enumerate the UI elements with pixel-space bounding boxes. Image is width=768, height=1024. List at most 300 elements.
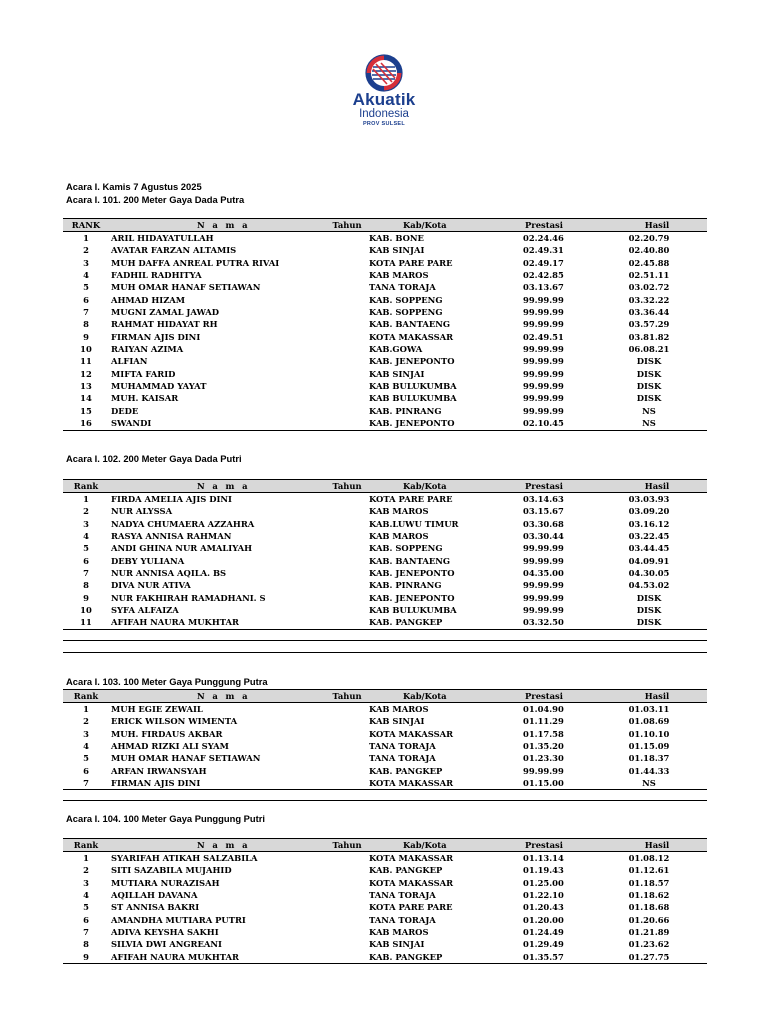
akuatik-emblem-icon <box>329 54 439 92</box>
cell-rank: 8 <box>83 319 89 330</box>
cell-nama: RAIYAN AZIMA <box>111 344 184 355</box>
table-row <box>63 380 707 392</box>
cell-hasil: DISK <box>636 605 662 616</box>
cell-prestasi: 02.49.51 <box>523 331 564 342</box>
cell-prestasi: 99.99.99 <box>523 344 564 355</box>
cell-rank: 7 <box>83 568 89 579</box>
cell-nama: ARFAN IRWANSYAH <box>111 765 207 776</box>
cell-nama: ERICK WILSON WIMENTA <box>111 716 238 727</box>
table-row <box>63 616 707 628</box>
cell-prestasi: 99.99.99 <box>523 307 564 318</box>
column-header-prestasi: Prestasi <box>525 220 563 230</box>
cell-hasil: 01.03.11 <box>628 704 670 714</box>
table-row <box>63 355 707 367</box>
cell-prestasi: 01.22.10 <box>523 890 564 901</box>
cell-nama: AHMAD RIZKI ALI SYAM <box>111 741 229 752</box>
column-header-prestasi: Prestasi <box>525 691 563 701</box>
table-row <box>63 579 707 591</box>
table-row <box>63 864 707 876</box>
table-header <box>63 689 707 703</box>
cell-prestasi: 01.20.00 <box>523 914 564 925</box>
cell-hasil: DISK <box>636 381 662 392</box>
cell-kab-kota: KAB. SOPPENG <box>369 307 443 318</box>
cell-hasil: 04.30.05 <box>628 568 670 579</box>
cell-kab-kota: KAB. PANGKEP <box>369 617 443 628</box>
cell-nama: MUH DAFFA ANREAL PUTRA RIVAI <box>111 257 280 268</box>
cell-kab-kota: KAB MAROS <box>369 927 429 938</box>
cell-prestasi: 99.99.99 <box>523 319 564 330</box>
logo-subtitle: Indonesia <box>359 108 409 120</box>
table-row <box>63 331 707 343</box>
cell-prestasi: 99.99.99 <box>523 543 564 554</box>
cell-prestasi: 99.99.99 <box>523 294 564 305</box>
cell-prestasi: 02.42.85 <box>523 270 564 281</box>
table-row <box>63 405 707 417</box>
table-row <box>63 505 707 517</box>
cell-prestasi: 99.99.99 <box>523 381 564 392</box>
column-header-kab-kota: Kab/Kota <box>403 691 447 701</box>
divider <box>63 640 707 641</box>
cell-hasil: 03.32.22 <box>628 294 670 305</box>
cell-nama: FADHIL RADHITYA <box>111 270 202 281</box>
cell-hasil: DISK <box>636 617 662 628</box>
cell-kab-kota: KAB. JENEPONTO <box>369 418 455 429</box>
cell-hasil: 02.45.88 <box>628 257 670 268</box>
cell-nama: SILVIA DWI ANGREANI <box>111 939 222 950</box>
cell-nama: ADIVA KEYSHA SAKHI <box>111 927 219 938</box>
table-row <box>63 392 707 404</box>
results-table <box>63 479 707 630</box>
cell-kab-kota: KAB. BONE <box>369 233 424 243</box>
cell-kab-kota: KOTA PARE PARE <box>369 257 453 268</box>
cell-rank: 2 <box>83 245 89 256</box>
cell-rank: 4 <box>83 741 89 752</box>
cell-rank: 1 <box>83 233 89 243</box>
cell-rank: 16 <box>80 418 92 429</box>
table-row <box>63 926 707 938</box>
cell-hasil: DISK <box>636 356 662 367</box>
table-row <box>63 914 707 926</box>
cell-kab-kota: KAB. SOPPENG <box>369 543 443 554</box>
cell-nama: MIFTA FARID <box>111 368 176 379</box>
results-table <box>63 218 707 431</box>
cell-kab-kota: KOTA PARE PARE <box>369 902 453 913</box>
cell-kab-kota: TANA TORAJA <box>369 890 436 901</box>
cell-kab-kota: KAB BULUKUMBA <box>369 381 457 392</box>
table-row <box>63 938 707 950</box>
column-header-kab-kota: Kab/Kota <box>403 481 447 491</box>
cell-prestasi: 02.24.46 <box>523 233 564 243</box>
cell-prestasi: 01.15.00 <box>523 778 564 789</box>
cell-prestasi: 03.30.68 <box>523 518 564 529</box>
cell-hasil: 01.18.57 <box>628 877 670 888</box>
cell-nama: DEDE <box>111 405 139 416</box>
table-row <box>63 592 707 604</box>
cell-rank: 4 <box>83 890 89 901</box>
cell-nama: AFIFAH NAURA MUKHTAR <box>111 617 239 628</box>
cell-rank: 5 <box>83 753 89 764</box>
cell-prestasi: 99.99.99 <box>523 605 564 616</box>
cell-hasil: 03.03.93 <box>628 494 670 504</box>
table-row <box>63 417 707 429</box>
cell-prestasi: 99.99.99 <box>523 555 564 566</box>
table-row <box>63 777 707 789</box>
cell-kab-kota: KOTA MAKASSAR <box>369 728 454 739</box>
column-header-rank: Rank <box>73 691 99 701</box>
logo-province: PROV SULSEL <box>362 121 406 127</box>
cell-hasil: 01.18.68 <box>628 902 670 913</box>
cell-kab-kota: TANA TORAJA <box>369 914 436 925</box>
cell-rank: 6 <box>83 914 89 925</box>
cell-prestasi: 02.10.45 <box>523 418 564 429</box>
cell-kab-kota: KAB MAROS <box>369 704 429 714</box>
cell-rank: 3 <box>83 728 89 739</box>
cell-hasil: 01.10.10 <box>628 728 670 739</box>
cell-kab-kota: KOTA PARE PARE <box>369 494 453 504</box>
column-header-nama: N a m a <box>197 481 250 491</box>
cell-prestasi: 99.99.99 <box>523 356 564 367</box>
cell-kab-kota: KAB SINJAI <box>369 716 425 727</box>
cell-kab-kota: KAB. JENEPONTO <box>369 568 455 579</box>
column-header-kab-kota: Kab/Kota <box>403 840 447 850</box>
cell-rank: 8 <box>83 939 89 950</box>
cell-prestasi: 03.14.63 <box>523 494 564 504</box>
cell-prestasi: 02.49.17 <box>523 257 564 268</box>
cell-kab-kota: KAB.LUWU TIMUR <box>369 518 459 529</box>
cell-rank: 9 <box>83 951 89 962</box>
cell-hasil: 03.02.72 <box>628 282 670 293</box>
cell-kab-kota: KAB.GOWA <box>369 344 423 355</box>
cell-rank: 7 <box>83 927 89 938</box>
cell-rank: 15 <box>80 405 92 416</box>
table-row <box>63 493 707 505</box>
cell-hasil: 03.57.29 <box>628 319 670 330</box>
table-row <box>63 703 707 715</box>
cell-kab-kota: KAB MAROS <box>369 270 429 281</box>
cell-prestasi: 01.35.20 <box>523 741 564 752</box>
cell-prestasi: 03.13.67 <box>523 282 564 293</box>
cell-kab-kota: KOTA MAKASSAR <box>369 331 454 342</box>
table-row <box>63 765 707 777</box>
cell-hasil: DISK <box>636 393 662 404</box>
cell-kab-kota: KAB. PANGKEP <box>369 765 443 776</box>
cell-nama: MUH EGIE ZEWAIL <box>111 704 203 714</box>
cell-nama: AQILLAH DAVANA <box>111 890 198 901</box>
cell-nama: ANDI GHINA NUR AMALIYAH <box>111 543 253 554</box>
cell-prestasi: 01.11.29 <box>523 716 564 727</box>
table-row <box>63 567 707 579</box>
table-bottom-rule <box>63 430 707 431</box>
results-table <box>63 689 707 790</box>
cell-hasil: 03.36.44 <box>628 307 670 318</box>
cell-kab-kota: KAB. PANGKEP <box>369 865 443 876</box>
cell-rank: 3 <box>83 877 89 888</box>
cell-rank: 13 <box>80 381 92 392</box>
table-row <box>63 518 707 530</box>
cell-hasil: NS <box>642 778 656 789</box>
cell-rank: 4 <box>83 531 89 542</box>
column-header-rank: Rank <box>73 840 99 850</box>
cell-nama: MUH OMAR HANAF SETIAWAN <box>111 282 261 293</box>
column-header-prestasi: Prestasi <box>525 481 563 491</box>
event-title: Acara I. 102. 200 Meter Gaya Dada Putri <box>66 453 242 464</box>
column-header-hasil: Hasil <box>644 481 670 491</box>
cell-nama: NUR ALYSSA <box>111 506 173 517</box>
cell-hasil: 02.20.79 <box>628 233 670 243</box>
cell-prestasi: 01.29.49 <box>523 939 564 950</box>
column-header-tahun: Tahun <box>332 691 362 701</box>
cell-nama: ARIL HIDAYATULLAH <box>111 233 214 243</box>
table-header <box>63 479 707 493</box>
cell-prestasi: 02.49.31 <box>523 245 564 256</box>
cell-nama: AFIFAH NAURA MUKHTAR <box>111 951 239 962</box>
cell-rank: 6 <box>83 294 89 305</box>
date-line: Acara I. Kamis 7 Agustus 2025 <box>66 181 202 192</box>
cell-prestasi: 99.99.99 <box>523 368 564 379</box>
table-row <box>63 951 707 963</box>
divider <box>63 652 707 653</box>
cell-nama: FIRDA AMELIA AJIS DINI <box>111 494 232 504</box>
cell-prestasi: 99.99.99 <box>523 405 564 416</box>
cell-kab-kota: KAB BULUKUMBA <box>369 393 457 404</box>
cell-prestasi: 01.25.00 <box>523 877 564 888</box>
cell-rank: 14 <box>80 393 92 404</box>
table-row <box>63 530 707 542</box>
cell-rank: 5 <box>83 543 89 554</box>
cell-nama: AHMAD HIZAM <box>111 294 186 305</box>
cell-rank: 4 <box>83 270 89 281</box>
divider <box>63 800 707 801</box>
table-row <box>63 889 707 901</box>
cell-hasil: 01.18.62 <box>628 890 670 901</box>
cell-nama: AMANDHA MUTIARA PUTRI <box>111 914 246 925</box>
table-bottom-rule <box>63 963 707 964</box>
table-row <box>63 281 707 293</box>
cell-prestasi: 01.17.58 <box>523 728 564 739</box>
cell-rank: 8 <box>83 580 89 591</box>
cell-rank: 12 <box>80 368 92 379</box>
cell-hasil: 06.08.21 <box>628 344 670 355</box>
table-row <box>63 257 707 269</box>
table-header <box>63 838 707 852</box>
cell-hasil: 01.12.61 <box>628 865 670 876</box>
cell-hasil: DISK <box>636 592 662 603</box>
cell-hasil: 03.09.20 <box>628 506 670 517</box>
cell-hasil: 01.15.09 <box>628 741 670 752</box>
cell-prestasi: 03.30.44 <box>523 531 564 542</box>
cell-prestasi: 99.99.99 <box>523 592 564 603</box>
cell-kab-kota: KAB. SOPPENG <box>369 294 443 305</box>
cell-rank: 2 <box>83 865 89 876</box>
cell-prestasi: 04.35.00 <box>523 568 564 579</box>
cell-nama: NADYA CHUMAERA AZZAHRA <box>111 518 255 529</box>
column-header-nama: N a m a <box>197 220 250 230</box>
column-header-hasil: Hasil <box>644 220 670 230</box>
cell-prestasi: 01.20.43 <box>523 902 564 913</box>
cell-rank: 3 <box>83 518 89 529</box>
cell-hasil: 04.53.02 <box>628 580 670 591</box>
cell-hasil: DISK <box>636 368 662 379</box>
cell-hasil: 01.21.89 <box>628 927 670 938</box>
cell-kab-kota: TANA TORAJA <box>369 753 436 764</box>
column-header-rank: Rank <box>73 481 99 491</box>
cell-kab-kota: KAB. BANTAENG <box>369 319 451 330</box>
cell-prestasi: 01.23.30 <box>523 753 564 764</box>
cell-rank: 9 <box>83 592 89 603</box>
cell-hasil: NS <box>642 405 656 416</box>
table-row <box>63 244 707 256</box>
cell-nama: MUTIARA NURAZISAH <box>111 877 220 888</box>
cell-hasil: 01.08.12 <box>628 853 670 863</box>
event-title: Acara I. 104. 100 Meter Gaya Punggung Putri <box>66 813 266 824</box>
cell-kab-kota: KAB. JENEPONTO <box>369 592 455 603</box>
cell-kab-kota: TANA TORAJA <box>369 282 436 293</box>
table-row <box>63 555 707 567</box>
cell-kab-kota: KOTA MAKASSAR <box>369 778 454 789</box>
table-row <box>63 542 707 554</box>
cell-hasil: 01.23.62 <box>628 939 670 950</box>
cell-hasil: NS <box>642 418 656 429</box>
cell-nama: SYARIFAH ATIKAH SALZABILA <box>111 853 258 863</box>
cell-prestasi: 03.32.50 <box>523 617 564 628</box>
cell-rank: 1 <box>83 494 89 504</box>
cell-rank: 1 <box>83 853 89 863</box>
cell-kab-kota: TANA TORAJA <box>369 741 436 752</box>
cell-kab-kota: KOTA MAKASSAR <box>369 853 454 863</box>
table-row <box>63 728 707 740</box>
cell-nama: NUR FAKHIRAH RAMADHANI. S <box>111 592 266 603</box>
cell-hasil: 01.44.33 <box>628 765 670 776</box>
column-header-rank: RANK <box>71 220 101 230</box>
cell-rank: 6 <box>83 555 89 566</box>
table-row <box>63 269 707 281</box>
column-header-hasil: Hasil <box>644 691 670 701</box>
table-bottom-rule <box>63 629 707 630</box>
cell-rank: 11 <box>80 617 92 628</box>
cell-nama: FIRMAN AJIS DINI <box>111 331 201 342</box>
table-row <box>63 740 707 752</box>
cell-rank: 11 <box>80 356 92 367</box>
cell-rank: 5 <box>83 902 89 913</box>
cell-prestasi: 99.99.99 <box>523 393 564 404</box>
column-header-nama: N a m a <box>197 691 250 701</box>
cell-rank: 2 <box>83 506 89 517</box>
cell-nama: SYFA ALFAIZA <box>111 605 179 616</box>
cell-nama: MUH OMAR HANAF SETIAWAN <box>111 753 261 764</box>
akuatik-logo <box>316 54 452 130</box>
table-row <box>63 604 707 616</box>
cell-hasil: 01.20.66 <box>628 914 670 925</box>
cell-kab-kota: KAB. PINRANG <box>369 405 442 416</box>
cell-prestasi: 99.99.99 <box>523 765 564 776</box>
cell-rank: 10 <box>80 605 92 616</box>
table-row <box>63 306 707 318</box>
cell-nama: ST ANNISA BAKRI <box>111 902 200 913</box>
cell-hasil: 02.51.11 <box>628 270 670 281</box>
cell-rank: 2 <box>83 716 89 727</box>
cell-nama: RASYA ANNISA RAHMAN <box>111 531 232 542</box>
column-header-nama: N a m a <box>197 840 250 850</box>
cell-rank: 10 <box>80 344 92 355</box>
cell-hasil: 03.16.12 <box>628 518 670 529</box>
cell-hasil: 01.08.69 <box>628 716 670 727</box>
table-row <box>63 852 707 864</box>
cell-rank: 1 <box>83 704 89 714</box>
table-row <box>63 294 707 306</box>
cell-prestasi: 01.19.43 <box>523 865 564 876</box>
cell-nama: ALFIAN <box>111 356 148 367</box>
table-row <box>63 752 707 764</box>
cell-kab-kota: KAB. BANTAENG <box>369 555 451 566</box>
cell-kab-kota: KAB SINJAI <box>369 939 425 950</box>
cell-rank: 7 <box>83 778 89 789</box>
table-bottom-rule <box>63 789 707 790</box>
column-header-tahun: Tahun <box>332 481 362 491</box>
cell-nama: FIRMAN AJIS DINI <box>111 778 201 789</box>
table-row <box>63 318 707 330</box>
cell-rank: 5 <box>83 282 89 293</box>
cell-rank: 6 <box>83 765 89 776</box>
cell-rank: 7 <box>83 307 89 318</box>
cell-kab-kota: KAB SINJAI <box>369 245 425 256</box>
table-row <box>63 343 707 355</box>
cell-nama: DEBY YULIANA <box>111 555 185 566</box>
cell-nama: MUHAMMAD YAYAT <box>111 381 207 392</box>
cell-hasil: 04.09.91 <box>628 555 670 566</box>
column-header-hasil: Hasil <box>644 840 670 850</box>
column-header-kab-kota: Kab/Kota <box>403 220 447 230</box>
table-row <box>63 715 707 727</box>
cell-kab-kota: KAB. PINRANG <box>369 580 442 591</box>
cell-prestasi: 03.15.67 <box>523 506 564 517</box>
cell-nama: NUR ANNISA AQILA. BS <box>111 568 227 579</box>
cell-kab-kota: KAB BULUKUMBA <box>369 605 457 616</box>
cell-prestasi: 01.24.49 <box>523 927 564 938</box>
cell-kab-kota: KAB MAROS <box>369 506 429 517</box>
cell-nama: DIVA NUR ATIVA <box>111 580 191 591</box>
cell-nama: SWANDI <box>111 418 152 429</box>
cell-kab-kota: KAB SINJAI <box>369 368 425 379</box>
cell-prestasi: 99.99.99 <box>523 580 564 591</box>
results-table <box>63 838 707 964</box>
cell-prestasi: 01.35.57 <box>523 951 564 962</box>
cell-kab-kota: KAB. PANGKEP <box>369 951 443 962</box>
table-row <box>63 368 707 380</box>
cell-rank: 3 <box>83 257 89 268</box>
cell-hasil: 03.22.45 <box>628 531 670 542</box>
table-header <box>63 218 707 232</box>
cell-nama: AVATAR FARZAN ALTAMIS <box>111 245 237 256</box>
column-header-tahun: Tahun <box>332 220 362 230</box>
table-row <box>63 877 707 889</box>
table-row <box>63 232 707 244</box>
cell-nama: MUH. FIRDAUS AKBAR <box>111 728 223 739</box>
cell-prestasi: 01.13.14 <box>523 853 564 863</box>
cell-hasil: 03.81.82 <box>628 331 670 342</box>
event-title: Acara I. 101. 200 Meter Gaya Dada Putra <box>66 194 245 205</box>
cell-nama: RAHMAT HIDAYAT RH <box>111 319 218 330</box>
logo-name: Akuatik <box>352 90 416 109</box>
cell-rank: 9 <box>83 331 89 342</box>
cell-kab-kota: KAB. JENEPONTO <box>369 356 455 367</box>
cell-hasil: 01.18.37 <box>628 753 670 764</box>
cell-hasil: 01.27.75 <box>628 951 670 962</box>
column-header-prestasi: Prestasi <box>525 840 563 850</box>
cell-nama: SITI SAZABILA MUJAHID <box>111 865 232 876</box>
cell-nama: MUGNI ZAMAL JAWAD <box>111 307 220 318</box>
cell-nama: MUH. KAISAR <box>111 393 179 404</box>
cell-hasil: 03.44.45 <box>628 543 670 554</box>
